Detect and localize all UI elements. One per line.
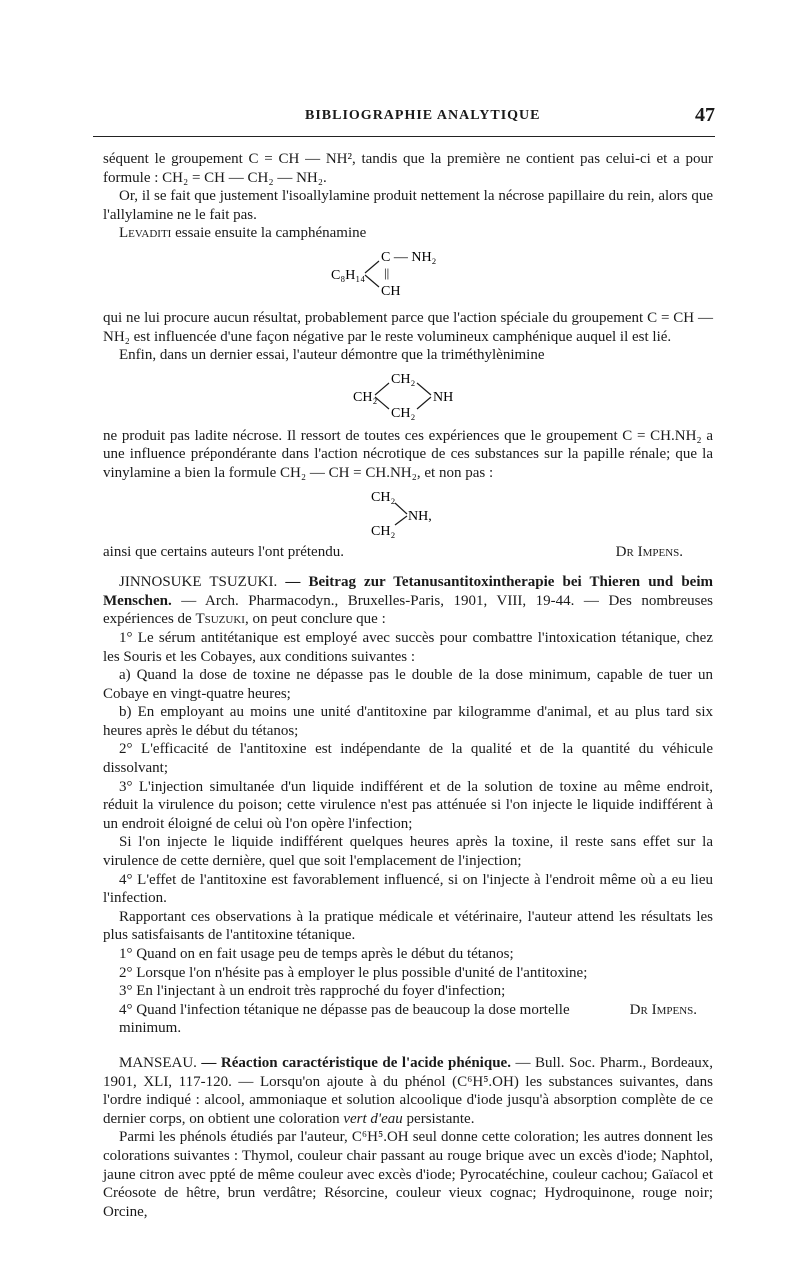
bond-line [395,503,407,514]
entry-source: — Bull. Soc. Pharm., Bordeaux, 1901, XLI, 117-120. — Lorsqu'on ajoute à du phénol (C⁶H⁵.OH) les substances suivantes, dans l'ordre indiqué : alcool, ammoniaque et solution alcoolique d'iode jusqu'à absorption complète de ce dernier corps, on obtient une coloration [103,1054,713,1127]
formula-text: NH [433,389,454,405]
formula-text: CH₂ [353,389,378,405]
formula-text: || [384,264,390,280]
formula-alternative [103,483,713,543]
formula-camphenamine-svg [103,243,713,309]
list-item: 3° En l'injectant à un endroit très rapproché du foyer d'infection; [119,983,506,1000]
header-rule [93,136,715,137]
paragraph [103,224,713,243]
author-name: Levaditi [119,225,172,242]
bond-line [417,383,431,395]
formula-trimethylenimine-svg [103,365,713,427]
signature-line [103,1001,713,1038]
list-item: Si l'on injecte le liquide indifférent quelques heures après la toxine, il reste sans effet sur la virulence de cette dernière, quel que soit l'emplacement de l'injection; [103,834,713,870]
formula-text: C₈H₁₄ [331,267,366,283]
entry-title: — Réaction caractéristique de l'acide phénique. [196,1054,511,1071]
list-item: 4° Quand l'infection tétanique ne dépasse pas de beaucoup la dose mortelle minimum. [119,1001,570,1037]
page-body [103,150,713,1221]
formula-text: CH₂ [371,523,396,539]
paragraph: Parmi les phénols étudiés par l'auteur, C⁶H⁵.OH seul donne cette coloration; les autres donnent les colorations suivantes : Thymol, couleur chair passant au rouge brique avec un excès d'iode; Naphtol, jaune citron avec ppté de même couleur avec excès d'iode; Pyrocatéchine, couleur cachou; Gaïacol et Créosote de hêtre, brun verdâtre; Résorcine, couleur vieux cognac; Hydroquinone, rouge noir; Orcine, [103,1129,713,1220]
entry-title: — Beitrag zur Tetanusantitoxintherapie bei Thieren und beim Menschen. [103,574,713,609]
entry-source-italic: vert d'eau [343,1110,403,1127]
list-item: 1° Quand on en fait usage peu de temps après le début du tétanos; [119,946,514,962]
formula-text: CH [381,283,401,299]
paragraph: séquent le groupement C = CH — NH², tandis que la première ne contient pas celui-ci et a pour formule : CH₂ = CH — CH₂ — NH₂. [103,151,713,186]
list-item: a) Quand la dose de toxine ne dépasse pas le double de la dose minimum, capable de tuer un Cobaye en vingt-quatre heures; [103,667,713,702]
paragraph-text: essaie ensuite la camphénamine [171,225,367,242]
list-item: 2° L'efficacité de l'antitoxine est indépendante de la qualité et de la quantité du véhicule dissolvant; [103,741,713,777]
formula-text: C — NH₂ [381,249,437,265]
formula-trimethylenimine [103,365,713,427]
bond-line [365,261,379,273]
bond-line [375,383,389,395]
signature: Dr Impens. [629,1001,697,1018]
formula-text: CH₂ [371,489,396,505]
page-number: 47 [695,104,715,126]
author-name: Tsuzuki [195,611,245,628]
entry-source: — Arch. Pharmacodyn., Bruxelles-Paris, 1901, VIII, 19-44. — Des nombreuses expériences de [103,592,713,628]
list-item: 2° Lorsque l'on n'hésite pas à employer le plus possible d'unité de l'antitoxine; [119,964,588,981]
running-header [105,104,715,132]
bond-line [417,397,431,409]
list-item: b) En employant au moins une unité d'antitoxine par kilogramme d'animal, et au plus tard six heures après le début du tétanos; [103,704,713,739]
formula-alternative-svg [103,483,713,543]
list-item: 3° L'injection simultanée d'un liquide indifférent et de la solution de toxine au même endroit, réduit la virulence du poison; cette virulence n'est pas atténuée si l'on injecte le liquide indifférent à un endroit éloigné de celui où l'on opère l'infection; [103,778,713,832]
signature-line [103,543,713,562]
signature: Dr Impens. [615,543,683,560]
formula-camphenamine [103,243,713,309]
list-item: 4° L'effet de l'antitoxine est favorablement influencé, si on l'injecte à l'endroit même où a eu lieu l'infection. [103,871,713,907]
paragraph: Or, il se fait que justement l'isoallylamine produit nettement la nécrose papillaire du rein, alors que l'allylamine ne le fait pas. [103,188,713,223]
formula-text: CH₂ [391,405,416,421]
paragraph: ainsi que certains auteurs l'ont prétendu. [103,543,344,560]
paragraph: qui ne lui procure aucun résultat, probablement parce que l'action spéciale du groupement C = CH — NH₂ est influencée d'une façon négative par le reste volumineux camphénique auquel il est lié. [103,309,713,345]
header-title: BIBLIOGRAPHIE ANALYTIQUE [305,108,541,123]
entry-tsuzuki [103,573,713,629]
bond-line [365,275,379,287]
entry-source-end: , on peut conclure que : [244,611,386,628]
bond-line [395,516,407,525]
list-item: Rapportant ces observations à la pratique médicale et vétérinaire, l'auteur attend les résultats les plus satisfaisants de l'antitoxine tétanique. [103,908,713,944]
formula-text: CH₂ [391,371,416,387]
paragraph: Enfin, dans un dernier essai, l'auteur démontre que la triméthylènimine [119,347,545,364]
entry-manseau [103,1054,713,1128]
entry-source-end: persistante. [402,1110,475,1127]
list-item: 1° Le sérum antitétanique est employé avec succès pour combattre l'intoxication tétanique, chez les Souris et les Cobayes, aux conditions suivantes : [103,629,713,665]
formula-text: NH, [408,508,432,524]
entry-author: MANSEAU. [119,1054,197,1071]
paragraph: ne produit pas ladite nécrose. Il ressort de toutes ces expériences que le groupement C = CH.NH₂ a une influence prépondérante dans l'action nécrotique de ces substances sur la papille rénale; que la vinylamine a bien la formule CH₂ — CH = CH.NH₂, et non pas : [103,427,713,481]
entry-author: JINNOSUKE TSUZUKI. [119,574,278,591]
